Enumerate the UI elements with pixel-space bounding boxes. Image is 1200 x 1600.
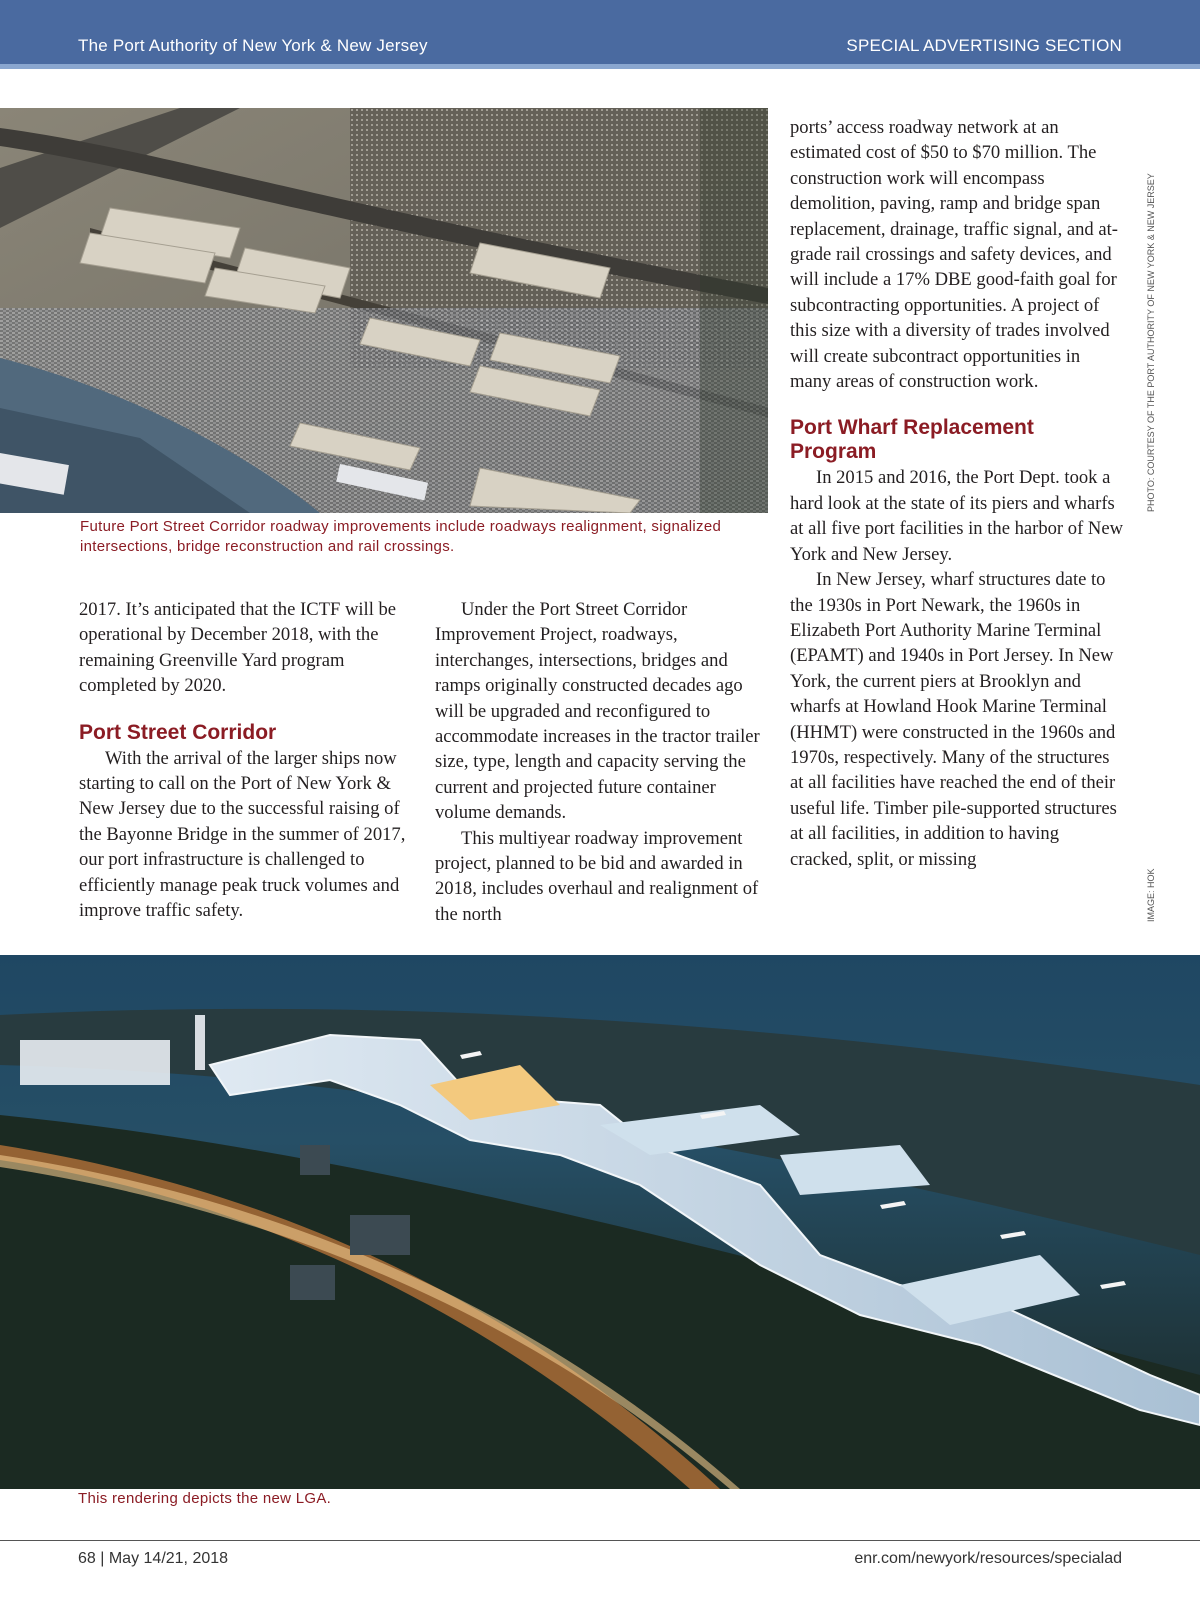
photo-credit: PHOTO: COURTESY OF THE PORT AUTHORITY OF NEW YORK & NEW JERSEY: [1146, 173, 1156, 512]
paragraph: 2017. It’s anticipated that the ICTF will be operational by December 2018, with the remaining Greenville Yard program completed by 2020.: [79, 599, 397, 697]
paragraph: With the arrival of the larger ships now starting to call on the Port of New York & New Jersey due to the successful raising of the Bayonne Bridge in the summer of 2017, our port infrastructure is challenged to efficiently manage peak truck volumes and improve traffic safety.: [79, 747, 406, 922]
section-heading-port-wharf: Port Wharf Replacement Program: [790, 416, 1034, 464]
paragraph: ports’ access roadway network at an estimated cost of $50 to $70 million. The construction work will encompass demolition, paving, ramp and bridge span replacement, drainage, traffic signal, and at-grade rail crossings and safety devices, and will include a 17% DBE good-faith goal for subcontracting opportunities. A project of this size with a diversity of trades involved will create subcontract opportunities in many areas of construction work.: [790, 117, 1118, 393]
port-aerial-photo: [0, 108, 768, 513]
section-label: SPECIAL ADVERTISING SECTION: [846, 36, 1122, 55]
publication-title: The Port Authority of New York & New Jersey: [78, 36, 428, 55]
footer-url: enr.com/newyork/resources/specialad: [854, 1550, 1122, 1567]
paragraph: This multiyear roadway improvement project, planned to be bid and awarded in 2018, includes overhaul and realignment of the north: [435, 827, 759, 925]
bottom-photo-caption: This rendering depicts the new LGA.: [78, 1490, 332, 1507]
text-column-3: [790, 115, 1125, 872]
footer-rule: [0, 1540, 1200, 1541]
top-photo-caption: Future Port Street Corridor roadway improvements include roadways realignment, signalized intersections, bridge reconstruction and rail crossings.: [80, 518, 722, 555]
header-rule: [0, 64, 1200, 69]
page-number-date: 68 | May 14/21, 2018: [78, 1550, 229, 1567]
image-credit: IMAGE: HOK: [1146, 868, 1156, 922]
text-column-2: [435, 597, 765, 927]
paragraph: In New Jersey, wharf structures date to the 1930s in Port Newark, the 1960s in Elizabeth Port Authority Marine Terminal (EPAMT) and 1940s in Port Jersey. In New York, the current piers at Brooklyn and wharfs at Howland Hook Marine Terminal (HHMT) were constructed in the 1960s and 1970s, respectively. Many of the structures at all facilities have reached the end of their useful life. Timber pile-supported structures at all facilities, in addition to having cracked, split, or missing: [790, 569, 1117, 870]
paragraph: In 2015 and 2016, the Port Dept. took a hard look at the state of its piers and wharfs at all five port facilities in the harbor of New York and New Jersey.: [790, 467, 1124, 565]
section-heading-port-street-corridor: Port Street Corridor: [79, 720, 277, 744]
paragraph: Under the Port Street Corridor Improvement Project, roadways, interchanges, intersections, bridges and ramps originally constructed decades ago will be upgraded and reconfigured to accommodate increases in the tractor trailer size, type, length and capacity serving the current and projected future container volume demands.: [435, 599, 760, 824]
text-column-1: [79, 597, 409, 923]
lga-rendering-image: [0, 955, 1200, 1489]
